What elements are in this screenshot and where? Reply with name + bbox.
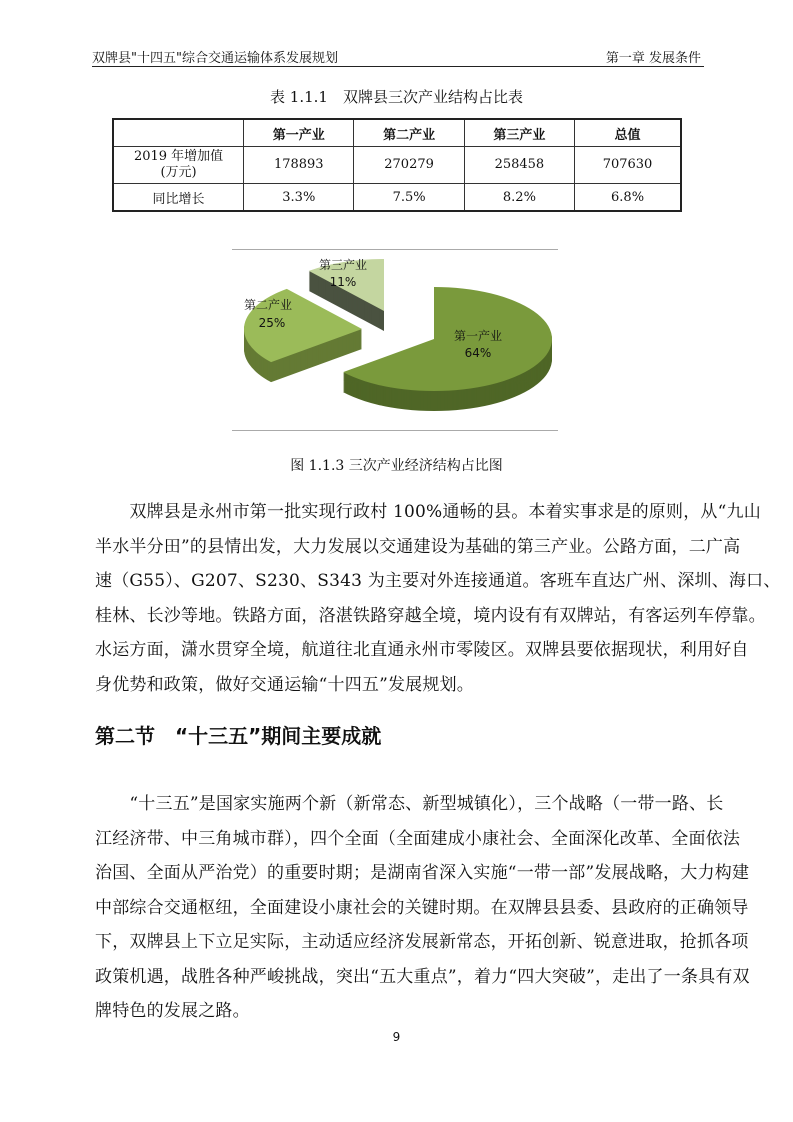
slice-pct-secondary: 25% xyxy=(258,316,286,330)
paragraph-line: 下，双牌县上下立足实际，主动适应经济发展新常态，开拓创新、锐意进取，抢抓各项 xyxy=(95,932,749,952)
table-cell: 3.3% xyxy=(244,184,354,212)
table-cell: 258458 xyxy=(464,147,574,184)
header-chapter: 第一章 发展条件 xyxy=(605,51,701,66)
paragraph-line: “十三五”是国家实施两个新（新常态、新型城镇化），三个战略（一带一路、长 xyxy=(95,794,724,814)
table-row xyxy=(113,184,681,212)
table-cell: 6.8% xyxy=(575,184,681,212)
row-label: 同比增长 xyxy=(113,184,244,212)
row-label xyxy=(113,147,244,184)
industry-structure-table xyxy=(112,118,682,212)
paragraph-line: 双牌县是永州市第一批实现行政村 100%通畅的县。本着实事求是的原则，从“九山 xyxy=(95,502,761,522)
figure-caption: 图 1.1.3 三次产业经济结构占比图 xyxy=(290,458,503,474)
table-cell: 270279 xyxy=(354,147,464,184)
page-number: 9 xyxy=(392,1030,401,1044)
paragraph-line: 速（G55）、G207、S230、S343 为主要对外连接通道。客班车直达广州、深圳、海口、 xyxy=(95,571,781,591)
table-cell: 7.5% xyxy=(354,184,464,212)
paragraph-line: 身优势和政策，做好交通运输“十四五”发展规划。 xyxy=(95,674,474,695)
table-cell: 178893 xyxy=(244,147,354,184)
table-header-row xyxy=(113,119,681,147)
slice-pct-tertiary: 11% xyxy=(329,275,357,289)
paragraph-line: 治国、全面从严治党）的重要时期；是湖南省深入实施“一带一部”发展战略，大力构建 xyxy=(95,863,750,883)
slice-label-secondary: 第二产业 xyxy=(243,298,292,312)
row-label-line2: (万元) xyxy=(160,165,197,180)
header-document-title: 双牌县"十四五"综合交通运输体系发展规划 xyxy=(92,51,338,66)
paragraph-line: 水运方面，潇水贯穿全境，航道往北直通永州市零陵区。双牌县要依据现状，利用好自 xyxy=(95,640,749,660)
table-header-cell: 第三产业 xyxy=(464,119,574,147)
header-divider xyxy=(92,66,704,67)
paragraph-line: 中部综合交通枢纽，全面建设小康社会的关键时期。在双牌县县委、县政府的正确领导 xyxy=(95,897,749,918)
table-header-cell: 第二产业 xyxy=(354,119,464,147)
slice-label-primary: 第一产业 xyxy=(453,329,502,343)
paragraph-line: 牌特色的发展之路。 xyxy=(95,1001,250,1021)
row-label-line1: 2019 年增加值 xyxy=(133,149,224,164)
paragraph-line: 江经济带、中三角城市群），四个全面（全面建成小康社会、全面深化改革、全面依法 xyxy=(95,828,741,849)
section-heading: 第二节 “十三五”期间主要成就 xyxy=(95,724,382,748)
slice-pct-primary: 64% xyxy=(464,346,492,360)
slice-label-tertiary: 第三产业 xyxy=(318,258,367,272)
table-row xyxy=(113,147,681,184)
table-header-cell: 第一产业 xyxy=(244,119,354,147)
paragraph-line: 半水半分田”的县情出发，大力发展以交通建设为基础的第三产业。公路方面，二广高 xyxy=(95,536,741,557)
paragraph-line: 桂林、长沙等地。铁路方面，洛湛铁路穿越全境，境内设有有双牌站，有客运列车停靠。 xyxy=(95,605,766,626)
paragraph-line: 政策机遇，战胜各种严峻挑战，突出“五大重点”，着力“四大突破”，走出了一条具有双 xyxy=(95,966,750,987)
table-header-cell xyxy=(113,119,244,147)
table-header-cell: 总值 xyxy=(575,119,681,147)
table-cell: 707630 xyxy=(575,147,681,184)
table-caption: 表 1.1.1 双牌县三次产业结构占比表 xyxy=(270,88,523,106)
table-cell: 8.2% xyxy=(464,184,574,212)
